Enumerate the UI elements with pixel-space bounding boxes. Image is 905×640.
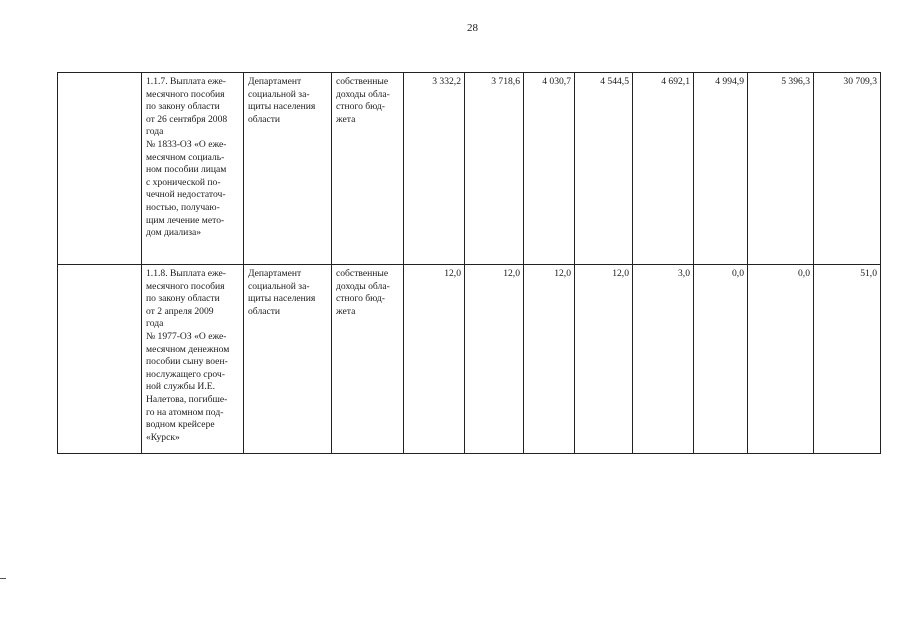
total-cell: 30 709,3 <box>814 73 881 265</box>
value-cell: 4 994,9 <box>694 73 748 265</box>
value-cell: 12,0 <box>404 265 465 454</box>
value-cell: 4 030,7 <box>524 73 575 265</box>
value-cell: 3,0 <box>633 265 694 454</box>
item-description-cell: 1.1.7. Выплата еже- месячного пособия по закону области от 26 сентября 2008 года № 1833-ОЗ «О еже- месячном социаль- ном пособии лицам с хронической по- чечной недостаточ- ностью, получаю- щим лечение мето- дом диализа» <box>142 73 244 265</box>
funding-source-cell: собственные доходы обла- стного бюд- жета <box>332 265 404 454</box>
budget-table <box>57 72 881 454</box>
total-cell: 51,0 <box>814 265 881 454</box>
value-cell: 12,0 <box>575 265 633 454</box>
scan-edge-mark <box>0 578 6 579</box>
table-row <box>58 73 881 265</box>
department-cell: Департамент социальной за- щиты населения области <box>244 73 332 265</box>
item-description-cell: 1.1.8. Выплата еже- месячного пособия по закону области от 2 апреля 2009 года № 1977-ОЗ «О еже- месячном денежном пособии сыну воен- нослужащего сроч- ной службы И.Е. Налетова, погибше- го на атомном под- водном крейсере «Курск» <box>142 265 244 454</box>
value-cell: 4 544,5 <box>575 73 633 265</box>
value-cell: 12,0 <box>465 265 524 454</box>
department-cell: Департамент социальной за- щиты населения области <box>244 265 332 454</box>
empty-cell <box>58 265 142 454</box>
value-cell: 4 692,1 <box>633 73 694 265</box>
value-cell: 0,0 <box>694 265 748 454</box>
table-row <box>58 265 881 454</box>
value-cell: 0,0 <box>748 265 814 454</box>
value-cell: 12,0 <box>524 265 575 454</box>
value-cell: 3 332,2 <box>404 73 465 265</box>
value-cell: 3 718,6 <box>465 73 524 265</box>
empty-cell <box>58 73 142 265</box>
funding-source-cell: собственные доходы обла- стного бюд- жета <box>332 73 404 265</box>
value-cell: 5 396,3 <box>748 73 814 265</box>
page-number: 28 <box>467 22 478 34</box>
